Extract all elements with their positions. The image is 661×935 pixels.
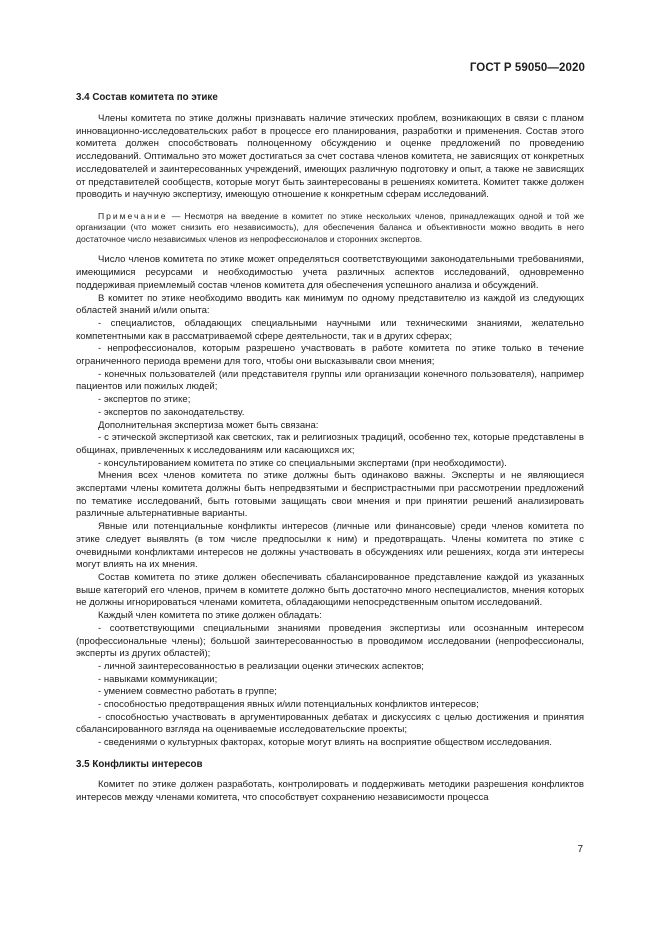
section-3-4-paragraph-7: Состав комитета по этике должен обеспечивать сбалансированное представление каждой из указанных выше категорий его членов, причем в комитете должно быть достаточно много неспециалистов, мнения которых не должны игнорироваться членами комитета, обладающими непосредственным опытом исследований. — [76, 572, 584, 609]
document-body — [76, 92, 584, 804]
list-item: - специалистов, обладающих специальными научными или техническими знаниями, желательно компетентными как в рассматриваемой сфере деятельности, так и в других сферах; — [76, 317, 584, 342]
note-label: Примечание — [98, 210, 168, 221]
page-number: 7 — [577, 844, 583, 855]
list-item: - непрофессионалов, которым разрешено участвовать в работе комитета по этике только в течение ограниченного периода времени для того, чтобы они высказывали свои мнения; — [76, 343, 584, 368]
list-item: - экспертов по этике; — [98, 394, 191, 406]
list-item: - личной заинтересованностью в реализации оценки этических аспектов; — [98, 660, 424, 672]
list-item: - навыками коммуникации; — [98, 673, 218, 685]
list-item: - консультированием комитета по этике со специальными экспертами (при необходимости). — [98, 457, 507, 469]
expertise-areas-list — [76, 318, 584, 420]
additional-expertise-list — [76, 432, 584, 470]
section-3-4-paragraph-1: Члены комитета по этике должны признавать наличие этических проблем, возникающих в связи с планом инновационно-исследовательских работ в процессе его планирования, разработки и применения. Состав этого комитета должен способствовать полноценному обсуждению и оценке предложений по проведению исследований. Оптимально это может достигаться за счет состава членов комитета, не зависящих от конкретных исследователей и заинтересованных учреждений, имеющих различную подготовку и опыт, а также не зависящих от представителей сообществ, которые могут быть заинтересованы в решениях комитета. Комитет также должен проводить и научную экспертизу, имеющую отношение к конкретным сферам исследований. — [76, 113, 584, 201]
list-item: - способностью предотвращения явных и/или потенциальных конфликтов интересов; — [98, 699, 479, 711]
section-3-4-paragraph-3: В комитет по этике необходимо вводить как минимум по одному представителю из каждой из следующих областей знаний и/или опыта: — [76, 292, 584, 317]
section-3-5-title: 3.5 Конфликты интересов — [76, 758, 203, 770]
note-text: — Несмотря на введение в комитет по этике нескольких членов, принадлежащих одной и той же организации (что может снизить его независимость), для обеспечения баланса и объективности можно вводить в него достаточное число независимых членов из непрофессионалов и сторонних экспертов. — [76, 210, 584, 244]
section-3-4-paragraph-8: Каждый член комитета по этике должен обладать: — [98, 610, 322, 622]
list-item: - соответствующими специальными знаниями проведения экспертизы или осознанным интересом (профессиональные члены); большой заинтересованностью в проводимом исследовании (непрофессионалы, эксперты из других областей); — [76, 622, 584, 660]
list-item: - экспертов по законодательству. — [98, 406, 245, 418]
section-3-4-paragraph-4: Дополнительная экспертиза может быть связана: — [98, 419, 319, 431]
member-qualities-list — [76, 623, 584, 750]
section-3-4-title: 3.4 Состав комитета по этике — [76, 92, 218, 103]
list-item: - конечных пользователей (или представителя группы или организации конечного пользователя), например пациентов или пожилых людей; — [76, 368, 584, 393]
note-paragraph — [76, 211, 584, 246]
document-code: ГОСТ Р 59050—2020 — [469, 62, 585, 74]
list-item: - умением совместно работать в группе; — [98, 686, 277, 698]
section-3-4-paragraph-6: Явные или потенциальные конфликты интересов (личные или финансовые) среди членов комитета по этике следует выявлять (в том числе предпосылки к ним) и предотвращать. Члены комитета по этике с очевидными конфликтами интересов не должны участвовать в обсуждениях или решениях, когда эти интересы могут влиять на их мнения. — [76, 521, 584, 571]
list-item: - сведениями о культурных факторах, которые могут влиять на восприятие обществом исследования. — [98, 737, 552, 749]
list-item: - способностью участвовать в аргументированных дебатах и дискуссиях с целью достижения и принятия сбалансированного взгляда на оцениваемые исследовательские проекты; — [76, 711, 584, 736]
section-3-5-paragraph-1: Комитет по этике должен разработать, контролировать и поддерживать методики разрешения конфликтов интересов между членами комитета, что способствует сохранению независимости процесса — [76, 778, 584, 803]
section-3-4-paragraph-5: Мнения всех членов комитета по этике должны быть одинаково важны. Эксперты и не являющиеся экспертами члены комитета должны быть непредвзятыми и беспристрастными при рассмотрении предложений по тематике исследований, быть готовыми защищать свои мнения и при принятии решений анализировать различные альтернативные варианты. — [76, 470, 584, 520]
list-item: - с этической экспертизой как светских, так и религиозных традиций, особенно тех, которые представлены в общинах, привлеченных к исследованиям или касающихся их; — [76, 432, 584, 456]
section-3-4-paragraph-2: Число членов комитета по этике может определяться соответствующими законодательными требованиями, имеющимися ресурсами и необходимостью учета различных аспектов исследований, одновременно поддерживая приемлемый состав членов комитета для обеспечения успешного анализа и обсуждений. — [76, 254, 584, 291]
